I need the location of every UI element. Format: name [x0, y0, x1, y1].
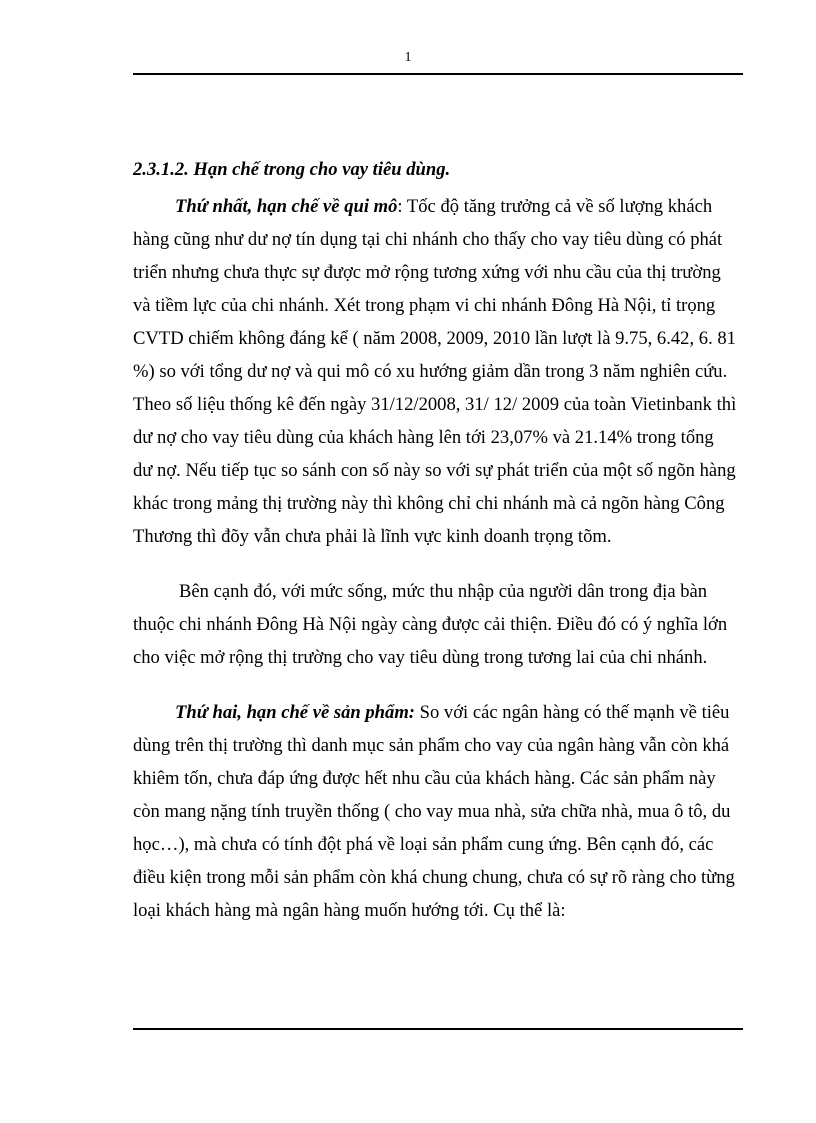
paragraph-line: hàng cũng như dư nợ tín dụng tại chi nhánh cho thấy cho vay tiêu dùng có phát [133, 229, 723, 250]
paragraph-spacing [133, 674, 773, 696]
header-rule [133, 73, 743, 75]
paragraph-product-limitation [133, 696, 773, 927]
footer-rule [133, 1028, 743, 1030]
paragraph-text: So với các ngân hàng có thế mạnh về tiêu [414, 702, 730, 723]
paragraph-living-standard [133, 575, 773, 674]
section-heading: 2.3.1.2. Hạn chế trong cho vay tiêu dùng. [133, 159, 451, 180]
paragraph-line: điều kiện trong mỗi sản phẩm còn khá chung chung, chưa có sự rõ ràng cho từng [133, 867, 735, 888]
paragraph-text: : Tốc độ tăng trưởng cả về số lượng khách [397, 196, 713, 217]
paragraph-line [133, 696, 773, 729]
paragraph-line: Thương thì đõy vẫn chưa phải là lĩnh vực kinh doanh trọng tõm. [133, 526, 612, 547]
paragraph-line: triển nhưng chưa thực sự được mở rộng tương xứng với nhu cầu của thị trường [133, 262, 721, 283]
paragraph-line: học…), mà chưa có tính đột phá về loại sản phẩm cung ứng. Bên cạnh đó, các [133, 834, 714, 855]
paragraph-lead: Thứ nhất, hạn chế về qui mô [175, 196, 398, 217]
paragraph-line: cho việc mở rộng thị trường cho vay tiêu dùng trong tương lai của chi nhánh. [133, 647, 708, 668]
paragraph-line: khác trong mảng thị trường này thì không chỉ chi nhánh mà cả ngõn hàng Công [133, 493, 725, 514]
paragraph-line: loại khách hàng mà ngân hàng muốn hướng tới. Cụ thể là: [133, 900, 566, 921]
page-number: 1 [404, 50, 412, 65]
paragraph-line: và tiềm lực của chi nhánh. Xét trong phạm vi chi nhánh Đông Hà Nội, tỉ trọng [133, 295, 716, 316]
document-body [133, 150, 773, 927]
paragraph-scale-limitation [133, 190, 773, 553]
paragraph-line: dùng trên thị trường thì danh mục sản phẩm cho vay của ngân hàng vẫn còn khá [133, 735, 730, 756]
paragraph-line: dư nợ cho vay tiêu dùng của khách hàng lên tới 23,07% và 21.14% trong tổng [133, 427, 714, 448]
paragraph-lead: Thứ hai, hạn chế về sản phẩm: [175, 702, 415, 723]
paragraph-line: thuộc chi nhánh Đông Hà Nội ngày càng được cải thiện. Điều đó có ý nghĩa lớn [133, 614, 728, 635]
paragraph-line [133, 190, 773, 223]
paragraph-line: khiêm tốn, chưa đáp ứng được hết nhu cầu của khách hàng. Các sản phẩm này [133, 768, 716, 789]
paragraph-line: còn mang nặng tính truyền thống ( cho vay mua nhà, sửa chữa nhà, mua ô tô, du [133, 801, 731, 822]
paragraph-line: %) so với tổng dư nợ và qui mô có xu hướng giảm dần trong 3 năm nghiên cứu. [133, 361, 728, 382]
paragraph-line: Theo số liệu thống kê đến ngày 31/12/2008, 31/ 12/ 2009 của toàn Vietinbank thì [133, 394, 737, 415]
paragraph-line: dư nợ. Nếu tiếp tục so sánh con số này so với sự phát triển của một số ngõn hàng [133, 460, 736, 481]
paragraph-spacing [133, 553, 773, 575]
paragraph-line: Bên cạnh đó, với mức sống, mức thu nhập của người dân trong địa bàn [179, 581, 708, 602]
paragraph-line: CVTD chiếm không đáng kể ( năm 2008, 2009, 2010 lần lượt là 9.75, 6.42, 6. 81 [133, 328, 736, 349]
